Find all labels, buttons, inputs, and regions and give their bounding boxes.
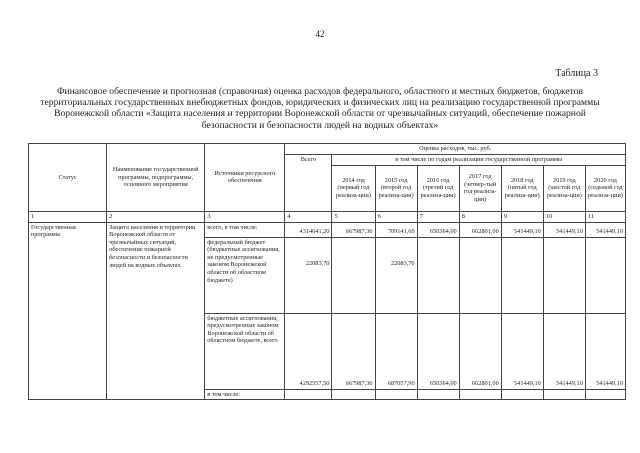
col-number: 8: [459, 211, 501, 222]
table-row: [29, 222, 626, 237]
header-year-2020: 2020 год (седьмой год реализа-ции): [585, 165, 625, 211]
header-year-2014: 2014 год (первый год реализа-ции): [332, 165, 375, 211]
header-name: Наименование государственной программы, подпрограммы, основного мероприятия: [107, 144, 205, 212]
value-cell: 662801,00: [459, 313, 501, 389]
col-number: 2: [107, 211, 205, 222]
page-number: 42: [315, 29, 325, 39]
value-cell: 22083,70: [285, 237, 332, 313]
source-cell: бюджетные ассигнования, предусмотренные законом Воронежской области об областном бюджете, всего: [205, 313, 285, 389]
source-cell: в том числе:: [205, 389, 285, 400]
header-year-2019: 2019 год (шестой год реализа-ции): [543, 165, 585, 211]
header-by-year: в том числе по годам реализации государственной программы: [332, 155, 626, 166]
header-year-2016: 2016 год (третий год реализа-ции): [417, 165, 459, 211]
col-number: 6: [375, 211, 417, 222]
value-cell: 541449,10: [585, 222, 625, 237]
status-cell: Государственная программа: [29, 222, 107, 400]
header-status: Статус: [29, 144, 107, 212]
table-label: Таблица 3: [555, 68, 598, 79]
value-cell: 662801,00: [459, 222, 501, 237]
value-cell: [417, 237, 459, 313]
value-cell: [459, 237, 501, 313]
value-cell: 22083,70: [375, 237, 417, 313]
value-cell: 667987,30: [332, 313, 375, 389]
value-cell: 541449,10: [501, 222, 543, 237]
value-cell: 541449,10: [543, 313, 585, 389]
value-cell: [543, 237, 585, 313]
value-cell: 541449,10: [585, 313, 625, 389]
col-number: 1: [29, 211, 107, 222]
header-sources: Источники ресурсного обеспечения: [205, 144, 285, 212]
value-cell: 667987,30: [332, 222, 375, 237]
col-number: 11: [585, 211, 625, 222]
header-year-2018: 2018 год (пятый год реализа-ции): [501, 165, 543, 211]
header-total: Всего: [285, 155, 332, 212]
source-cell: всего, в том числе:: [205, 222, 285, 237]
header-year-2015: 2015 год (второй год реализа-ции): [375, 165, 417, 211]
header-year-2017: 2017 год (четвер-тый год реализа-ции): [459, 165, 501, 211]
value-cell: 687057,90: [375, 313, 417, 389]
value-cell: 650364,00: [417, 313, 459, 389]
finance-table: [28, 143, 626, 400]
source-cell: федеральный бюджет (бюджетные ассигнования, не предусмотренные законом Воронежской области об областном бюджете): [205, 237, 285, 313]
col-number: 3: [205, 211, 285, 222]
table-heading: Финансовое обеспечение и прогнозная (справочная) оценка расходов федерального, областного и местных бюджетов, бюджетов территориальных государственных внебюджетных фондов, юридических и физических лиц на реализацию государственной программы Воронежской области «Защита населения и территории Воронежской области от чрезвычайных ситуаций, обеспечение пожарной безопасности и безопасности людей на водных объектах»: [40, 86, 600, 131]
value-cell: 541449,10: [543, 222, 585, 237]
value-cell: [585, 237, 625, 313]
value-cell: [332, 237, 375, 313]
col-number: 7: [417, 211, 459, 222]
col-number: 10: [543, 211, 585, 222]
col-number: 9: [501, 211, 543, 222]
program-name-cell: Защита населения и территории Воронежской области от чрезвычайных ситуаций, обеспечение пожарной безопасности и безопасности людей на водных объектах: [107, 222, 205, 400]
value-cell: [501, 237, 543, 313]
value-cell: 4292557,50: [285, 313, 332, 389]
value-cell: 541449,10: [501, 313, 543, 389]
value-cell: 4314641,20: [285, 222, 332, 237]
value-cell: 650364,00: [417, 222, 459, 237]
header-estimate: Оценка расходов, тыс. руб.: [285, 144, 626, 155]
col-number: 4: [285, 211, 332, 222]
col-number: 5: [332, 211, 375, 222]
value-cell: 709141,60: [375, 222, 417, 237]
